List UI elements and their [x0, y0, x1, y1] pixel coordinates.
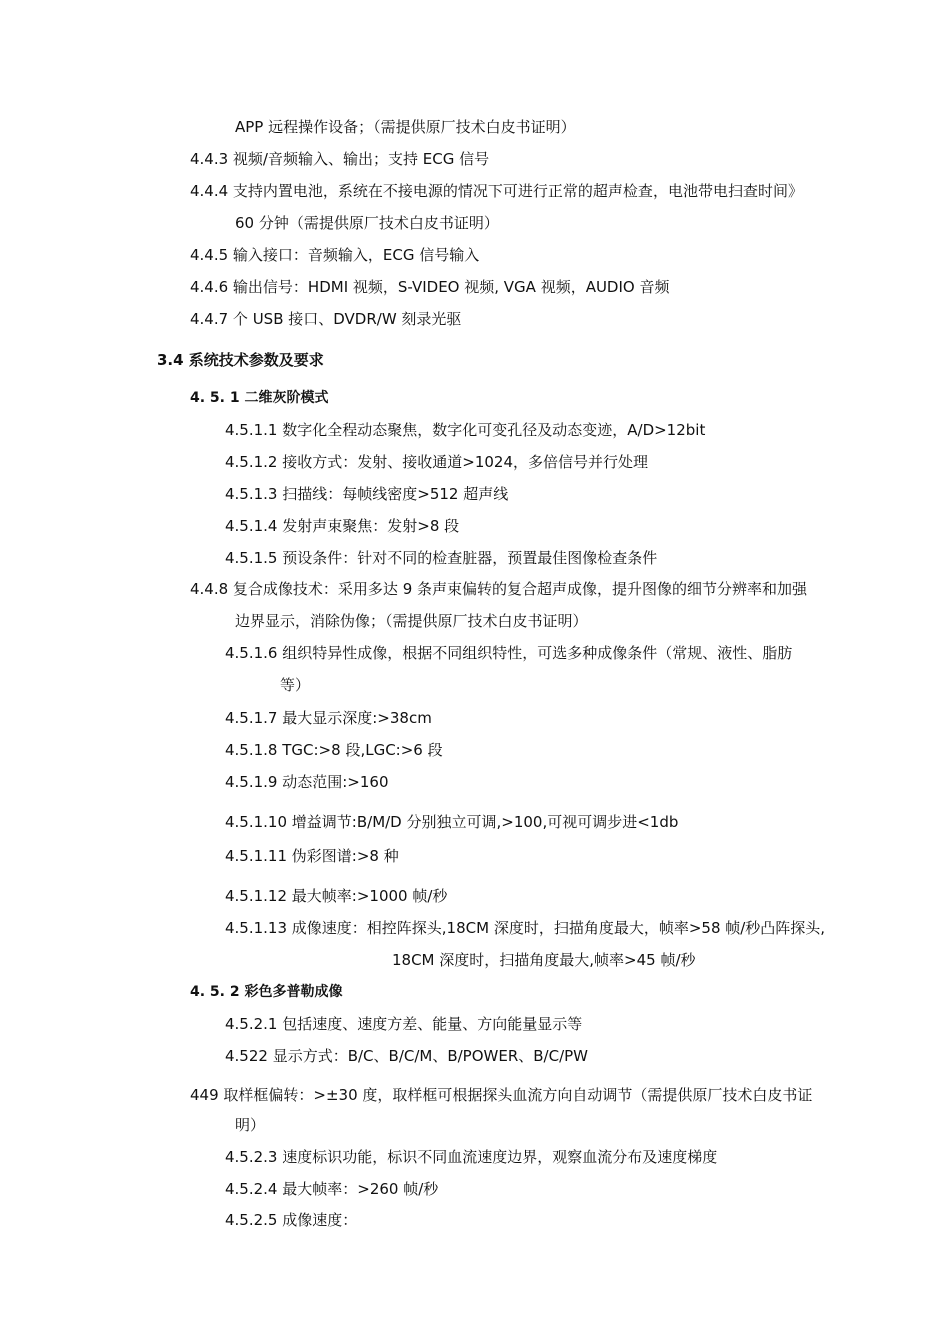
text-line: 18CM 深度时，扫描角度最大,帧率>45 帧/秒	[392, 951, 696, 969]
text-line: 4.4.4 支持内置电池，系统在不接电源的情况下可进行正常的超声检查，电池带电扫查时间》	[190, 182, 803, 200]
text-line: 4.5.1.10 增益调节:B/M/D 分别独立可调,>100,可视可调步进<1db	[225, 813, 679, 831]
text-line: 4.5.1.13 成像速度：相控阵探头,18CM 深度时，扫描角度最大，帧率>58 帧/秒凸阵探头,	[225, 919, 826, 937]
text-line: 4.5.1.8 TGC:>8 段,LGC:>6 段	[225, 741, 443, 759]
text-line: 4.5.1.7 最大显示深度:>38cm	[225, 709, 432, 727]
text-line: 4.5.1.5 预设条件：针对不同的检查脏器，预置最佳图像检查条件	[225, 549, 658, 567]
text-line: 4.5.2.1 包括速度、速度方差、能量、方向能量显示等	[225, 1015, 583, 1033]
text-line: 等）	[280, 676, 311, 694]
text-line: 4.5.2.4 最大帧率：>260 帧/秒	[225, 1180, 439, 1198]
text-line: 449 取样框偏转：>±30 度，取样框可根据探头血流方向自动调节（需提供原厂技术白皮书证	[190, 1086, 813, 1104]
text-line: 4.5.1.12 最大帧率:>1000 帧/秒	[225, 887, 448, 905]
subsection-heading: 4. 5. 1 二维灰阶模式	[190, 390, 329, 406]
text-line: 边界显示，消除伪像；（需提供原厂技术白皮书证明）	[235, 612, 588, 630]
text-line: 4.5.1.3 扫描线：每帧线密度>512 超声线	[225, 485, 509, 503]
text-line: 4.4.6 输出信号：HDMI 视频，S-VIDEO 视频, VGA 视频，AUDIO 音频	[190, 278, 670, 296]
text-line: 4.5.2.3 速度标识功能，标识不同血流速度边界，观察血流分布及速度梯度	[225, 1148, 718, 1166]
text-line: 4.5.1.11 伪彩图谱:>8 种	[225, 847, 399, 865]
text-line: 4.4.3 视频/音频输入、输出；支持 ECG 信号	[190, 150, 490, 168]
text-line: 明）	[235, 1116, 266, 1134]
text-line: 4.5.1.6 组织特异性成像，根据不同组织特性，可选多种成像条件（常规、液性、脂肪	[225, 644, 793, 662]
section-heading: 3.4 系统技术参数及要求	[157, 351, 324, 369]
subsection-heading: 4. 5. 2 彩色多普勒成像	[190, 984, 343, 1000]
text-line: 4.4.7 个 USB 接口、DVDR/W 刻录光驱	[190, 310, 462, 328]
text-line: 4.5.1.9 动态范围:>160	[225, 773, 389, 791]
text-line: 4.5.1.2 接收方式：发射、接收通道>1024，多倍信号并行处理	[225, 453, 648, 471]
text-line: 4.5.1.4 发射声束聚焦：发射>8 段	[225, 517, 460, 535]
text-line: 4.522 显示方式：B/C、B/C/M、B/POWER、B/C/PW	[225, 1047, 589, 1065]
text-line: 60 分钟（需提供原厂技术白皮书证明）	[235, 214, 499, 232]
text-line: APP 远程操作设备；（需提供原厂技术白皮书证明）	[235, 118, 576, 136]
text-line: 4.4.8 复合成像技术：采用多达 9 条声束偏转的复合超声成像，提升图像的细节分辨率和加强	[190, 580, 808, 598]
text-line: 4.5.2.5 成像速度：	[225, 1211, 358, 1229]
text-line: 4.5.1.1 数字化全程动态聚焦，数字化可变孔径及动态变迹，A/D>12bit	[225, 421, 706, 439]
text-line: 4.4.5 输入接口：音频输入，ECG 信号输入	[190, 246, 480, 264]
